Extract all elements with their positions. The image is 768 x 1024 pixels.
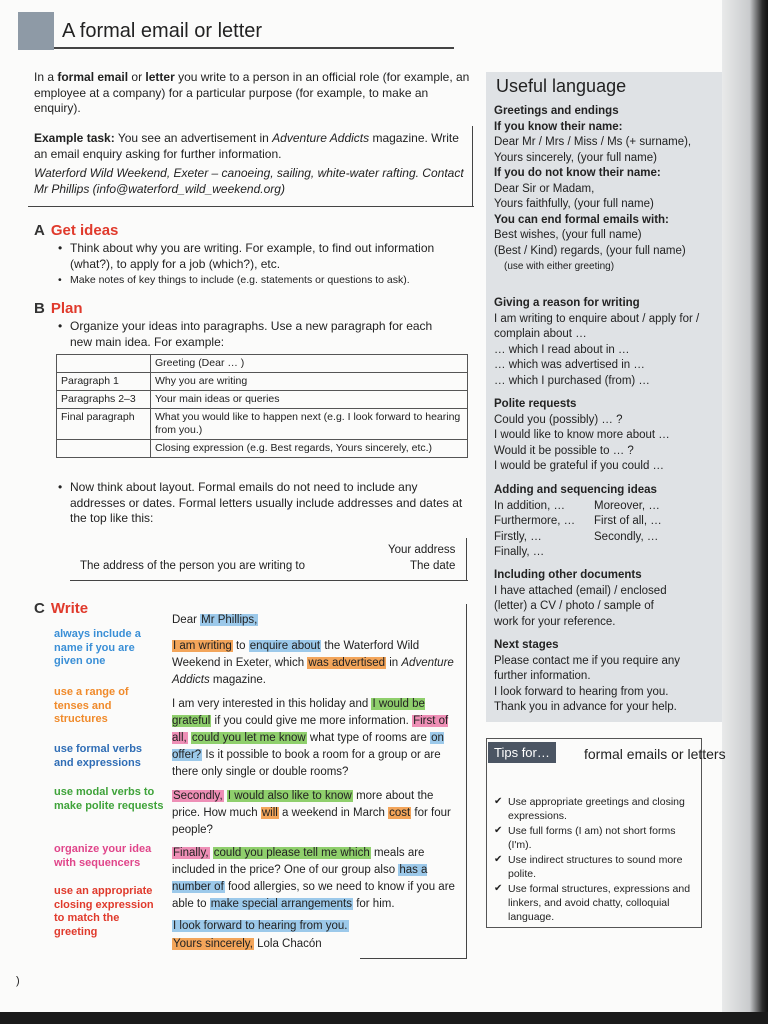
note-name: always include a name if you are given one xyxy=(54,628,141,667)
useful-line: Firstly, … xyxy=(494,530,542,543)
task-label: Example task: xyxy=(34,131,115,145)
note-closing: use an appropriate closing expression to match the greeting xyxy=(54,885,154,938)
page-title: A formal email or letter xyxy=(62,20,263,42)
letter-text: for him. xyxy=(353,898,395,910)
task-advert: Waterford Wild Weekend, Exeter – canoeing, sailing, white-water rafting. Contact Mr Phillips (info@waterford_wild_weekend.org) xyxy=(34,166,464,196)
greetings-heading: Greetings and endings xyxy=(494,105,619,117)
task-border xyxy=(472,126,473,206)
useful-line: … which was advertised in … xyxy=(494,359,645,371)
useful-line: I have attached (email) / enclosed (letter) a CV / photo / sample of work for your reference. xyxy=(494,584,667,628)
highlight-tense: will xyxy=(261,807,278,819)
greetings-block xyxy=(494,104,724,275)
other-docs-block xyxy=(494,568,678,630)
letter-text: Is it possible to book a room for a group or are there only single or double rooms? xyxy=(172,749,441,778)
table-row xyxy=(57,440,468,458)
bullet-item: • Organize your ideas into paragraphs. Use a new paragraph for each new main idea. For example: xyxy=(56,319,456,350)
table-cell: Closing expression (e.g. Best regards, Yours sincerely, etc.) xyxy=(151,440,468,458)
table-cell: Paragraph 1 xyxy=(57,373,151,391)
useful-row xyxy=(494,499,724,515)
highlight-modal: I would be grateful xyxy=(172,698,425,727)
letter-text: what type of rooms are xyxy=(306,732,431,744)
useful-line: I am writing to enquire about / apply for / complain about … xyxy=(494,312,700,340)
highlight-formal: make special arrangements xyxy=(210,898,352,910)
letter-paragraph-1 xyxy=(172,638,460,689)
note-sequencers: organize your idea with sequencers xyxy=(54,843,152,869)
useful-line: Yours sincerely, (your full name) xyxy=(494,151,657,164)
useful-row xyxy=(494,530,724,546)
letter-paragraph-4 xyxy=(172,845,460,913)
tip-item: ✔ Use appropriate greetings and closing expressions. xyxy=(494,795,698,823)
useful-line: Furthermore, … xyxy=(494,515,576,527)
section-b-bullets xyxy=(56,319,456,351)
table-cell: Why you are writing xyxy=(151,373,468,391)
section-a-title: Get ideas xyxy=(50,222,119,239)
highlight-sequencer: First of all, xyxy=(172,715,449,744)
table-row xyxy=(57,373,468,391)
useful-line: Finally, … xyxy=(494,546,545,558)
letter-text: I am very interested in this holiday and xyxy=(172,698,372,710)
bullet-item: • Think about why you are writing. For example, to find out information (what?), to apply for a job (which?), etc. xyxy=(56,241,476,272)
useful-line: If you do not know their name: xyxy=(494,167,661,179)
table-cell: Paragraphs 2–3 xyxy=(57,391,151,409)
task-border-bottom xyxy=(28,206,474,207)
highlight-modal: could you please tell me which xyxy=(213,847,370,859)
useful-line: (use with either greeting) xyxy=(504,261,615,272)
adding-heading: Adding and sequencing ideas xyxy=(494,484,657,496)
plan-table xyxy=(56,354,468,458)
letter-border xyxy=(466,604,467,958)
section-b-bullets-2 xyxy=(56,480,466,528)
table-row xyxy=(57,355,468,373)
table-cell: What you would like to happen next (e.g. I look forward to hearing from you.) xyxy=(151,409,468,440)
letter-text: Dear xyxy=(172,614,201,626)
highlight-name: Mr Phillips, xyxy=(201,614,258,626)
useful-line: Moreover, … xyxy=(594,499,660,512)
title-rule xyxy=(54,47,454,49)
highlight-sequencer: Secondly, xyxy=(173,790,223,802)
section-a-letter: A xyxy=(34,222,45,239)
letter-text: the Waterford Wild Weekend in Exeter, which xyxy=(172,640,420,669)
section-c-title: Write xyxy=(50,600,89,617)
page-mark: ) xyxy=(16,975,20,987)
polite-heading: Polite requests xyxy=(494,398,577,410)
letter-paragraph-3 xyxy=(172,788,460,839)
highlight-formal: has a number of xyxy=(172,864,428,893)
intro-bold-letter: letter xyxy=(145,70,175,84)
letter-text: food allergies, so we need to know if you are able to xyxy=(172,881,455,910)
highlight-formal: on offer? xyxy=(172,732,444,761)
table-row xyxy=(57,409,468,440)
note-modal-verbs: use modal verbs to make polite requests xyxy=(54,786,164,812)
book-spine xyxy=(722,0,768,1024)
letter-text: in xyxy=(386,657,402,669)
useful-line: You can end formal emails with: xyxy=(494,213,669,226)
section-a-heading xyxy=(34,222,118,239)
task-magazine: Adventure Addicts xyxy=(272,131,370,145)
useful-line: … which I purchased (from) … xyxy=(494,374,650,387)
tip-item: ✔ Use formal structures, expressions and linkers, and avoid chatty, colloquial language. xyxy=(494,882,698,924)
reason-block xyxy=(494,296,724,389)
letter-paragraph-2 xyxy=(172,696,460,781)
useful-line: Secondly, … xyxy=(594,530,659,543)
table-cell xyxy=(57,440,151,458)
table-cell: Final paragraph xyxy=(57,409,151,440)
useful-line: Could you (possibly) … ? xyxy=(494,413,623,426)
section-b-heading xyxy=(34,300,83,317)
letter-magazine: Adventure Addicts xyxy=(172,657,454,686)
useful-line: Dear Mr / Mrs / Miss / Ms (+ surname), xyxy=(494,136,692,148)
adding-block xyxy=(494,483,724,561)
highlight-sequencer: Finally, xyxy=(173,847,209,859)
task-text: magazine. Write an email enquiry asking for further information. xyxy=(34,131,459,161)
letter-signature: Lola Chacón xyxy=(253,938,322,950)
table-cell: Your main ideas or queries xyxy=(151,391,468,409)
intro-paragraph xyxy=(34,70,474,117)
highlight-tense: was advertised xyxy=(308,657,386,669)
recipient-address: The address of the person you are writing to xyxy=(80,560,306,572)
highlight-tense: I am writing xyxy=(173,640,232,652)
highlight-modal: I would also like to know xyxy=(227,790,352,802)
useful-line: I would like to know more about … xyxy=(494,429,670,441)
title-tab xyxy=(18,12,54,50)
tip-item: ✔ Use indirect structures to sound more polite. xyxy=(494,853,698,881)
reason-heading: Giving a reason for writing xyxy=(494,297,640,309)
useful-line: If you know their name: xyxy=(494,120,623,133)
table-row xyxy=(57,391,468,409)
bottom-edge xyxy=(0,1012,768,1024)
useful-row xyxy=(494,514,724,530)
highlight-modal: could you let me know xyxy=(191,732,306,744)
note-tenses: use a range of tenses and structures xyxy=(54,686,129,725)
section-a-bullets xyxy=(56,241,476,290)
letter-text: magazine. xyxy=(209,674,266,686)
letter-text: for four people? xyxy=(172,807,451,836)
useful-line: Please contact me if you require any further information. xyxy=(494,654,681,682)
intro-text: you write to a person in an official role (for example, an employee at a company) for a particular purpose (for example, to make an enquiry). xyxy=(34,70,470,115)
useful-line: Would it be possible to … ? xyxy=(494,444,634,457)
letter-border-bottom xyxy=(360,958,467,959)
tips-title: formal emails or letters xyxy=(584,746,726,762)
next-stages-block xyxy=(494,638,700,716)
tips-label: Tips for… xyxy=(488,742,556,763)
section-b-title: Plan xyxy=(50,300,83,317)
highlight-formal: I look forward to hearing from you. xyxy=(173,920,348,932)
intro-text: or xyxy=(128,70,146,84)
polite-block xyxy=(494,397,724,475)
useful-line: Thank you in advance for your help. xyxy=(494,701,677,713)
useful-line: … which I read about in … xyxy=(494,343,630,356)
table-cell: Greeting (Dear … ) xyxy=(151,355,468,373)
useful-line: First of all, … xyxy=(594,515,662,527)
highlight-closing: Yours sincerely, xyxy=(173,938,253,950)
useful-line: Yours faithfully, (your full name) xyxy=(494,198,654,210)
layout-border-bottom xyxy=(70,580,468,581)
letter-text: meals are included in the price? One of our group also xyxy=(172,847,425,876)
useful-line: Best wishes, (your full name) xyxy=(494,229,642,241)
useful-line: I would be grateful if you could … xyxy=(494,460,665,472)
tip-item: ✔ Use full forms (I am) not short forms (I'm). xyxy=(494,824,698,852)
task-text: You see an advertisement in xyxy=(114,131,273,145)
highlight-formal: enquire about xyxy=(249,640,321,652)
useful-line: I look forward to hearing from you. xyxy=(494,685,669,698)
intro-bold-email: formal email xyxy=(57,70,129,84)
section-c-heading xyxy=(34,600,88,617)
note-formal-verbs: use formal verbs and expressions xyxy=(54,743,143,769)
layout-border xyxy=(466,538,467,580)
useful-line: Dear Sir or Madam, xyxy=(494,182,595,195)
letter-text: to xyxy=(232,640,249,652)
next-stages-heading: Next stages xyxy=(494,639,559,651)
useful-language-title: Useful language xyxy=(496,76,627,96)
other-docs-heading: Including other documents xyxy=(494,569,642,581)
useful-line: (Best / Kind) regards, (your full name) xyxy=(494,244,686,257)
section-b-letter: B xyxy=(34,300,45,317)
useful-line: In addition, … xyxy=(494,499,565,512)
the-date: The date xyxy=(410,560,456,572)
letter-closing-2 xyxy=(172,936,460,953)
letter-closing-1 xyxy=(172,918,460,935)
letter-text: a weekend in March xyxy=(278,807,389,819)
example-task xyxy=(34,131,474,162)
bullet-item: • Make notes of key things to include (e.g. statements or questions to ask). xyxy=(56,273,476,289)
section-c-letter: C xyxy=(34,600,45,617)
letter-text: more about the price. How much xyxy=(172,790,434,819)
tips-list xyxy=(494,795,698,925)
bullet-item: • Now think about layout. Formal emails do not need to include any addresses or dates. Formal letters usually include addresses and dates at the top like this: xyxy=(56,480,466,527)
useful-row xyxy=(494,545,724,561)
table-cell xyxy=(57,355,151,373)
letter-text: if you could give me more information. xyxy=(211,715,413,727)
letter-greeting xyxy=(172,612,460,629)
highlight-tense: cost xyxy=(389,807,411,819)
intro-text: In a xyxy=(34,70,58,84)
your-address: Your address xyxy=(388,544,456,556)
